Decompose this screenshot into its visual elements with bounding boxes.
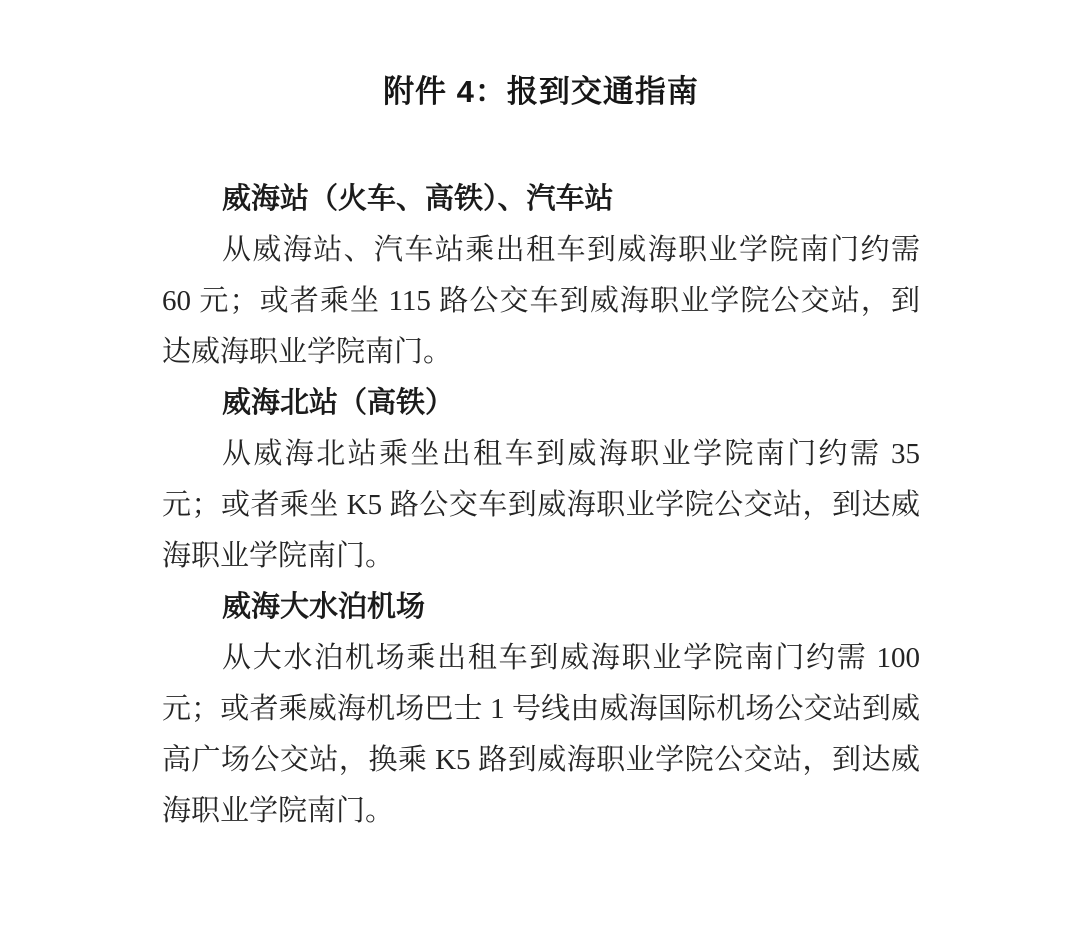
section-weihai-station	[162, 174, 920, 378]
page-title: 附件 4：报到交通指南	[383, 74, 699, 109]
document-content	[162, 72, 920, 837]
section-heading: 威海大水泊机场	[222, 591, 426, 623]
section-heading: 威海站（火车、高铁）、汽车站	[222, 183, 614, 215]
section-weihai-north-station	[162, 378, 920, 582]
section-body: 从威海站、汽车站乘出租车到威海职业学院南门约需 60 元；或者乘坐 115 路公交车到威海职业学院公交站，到达威海职业学院南门。	[162, 234, 920, 368]
section-body: 从大水泊机场乘出租车到威海职业学院南门约需 100 元；或者乘威海机场巴士 1 号线由威海国际机场公交站到威高广场公交站，换乘 K5 路到威海职业学院公交站，到达威海职业学院南门。	[162, 642, 920, 827]
section-body: 从威海北站乘坐出租车到威海职业学院南门约需 35 元；或者乘坐 K5 路公交车到威海职业学院公交站，到达威海职业学院南门。	[162, 438, 920, 572]
section-dashuibo-airport	[162, 582, 920, 837]
section-heading: 威海北站（高铁）	[222, 387, 455, 419]
